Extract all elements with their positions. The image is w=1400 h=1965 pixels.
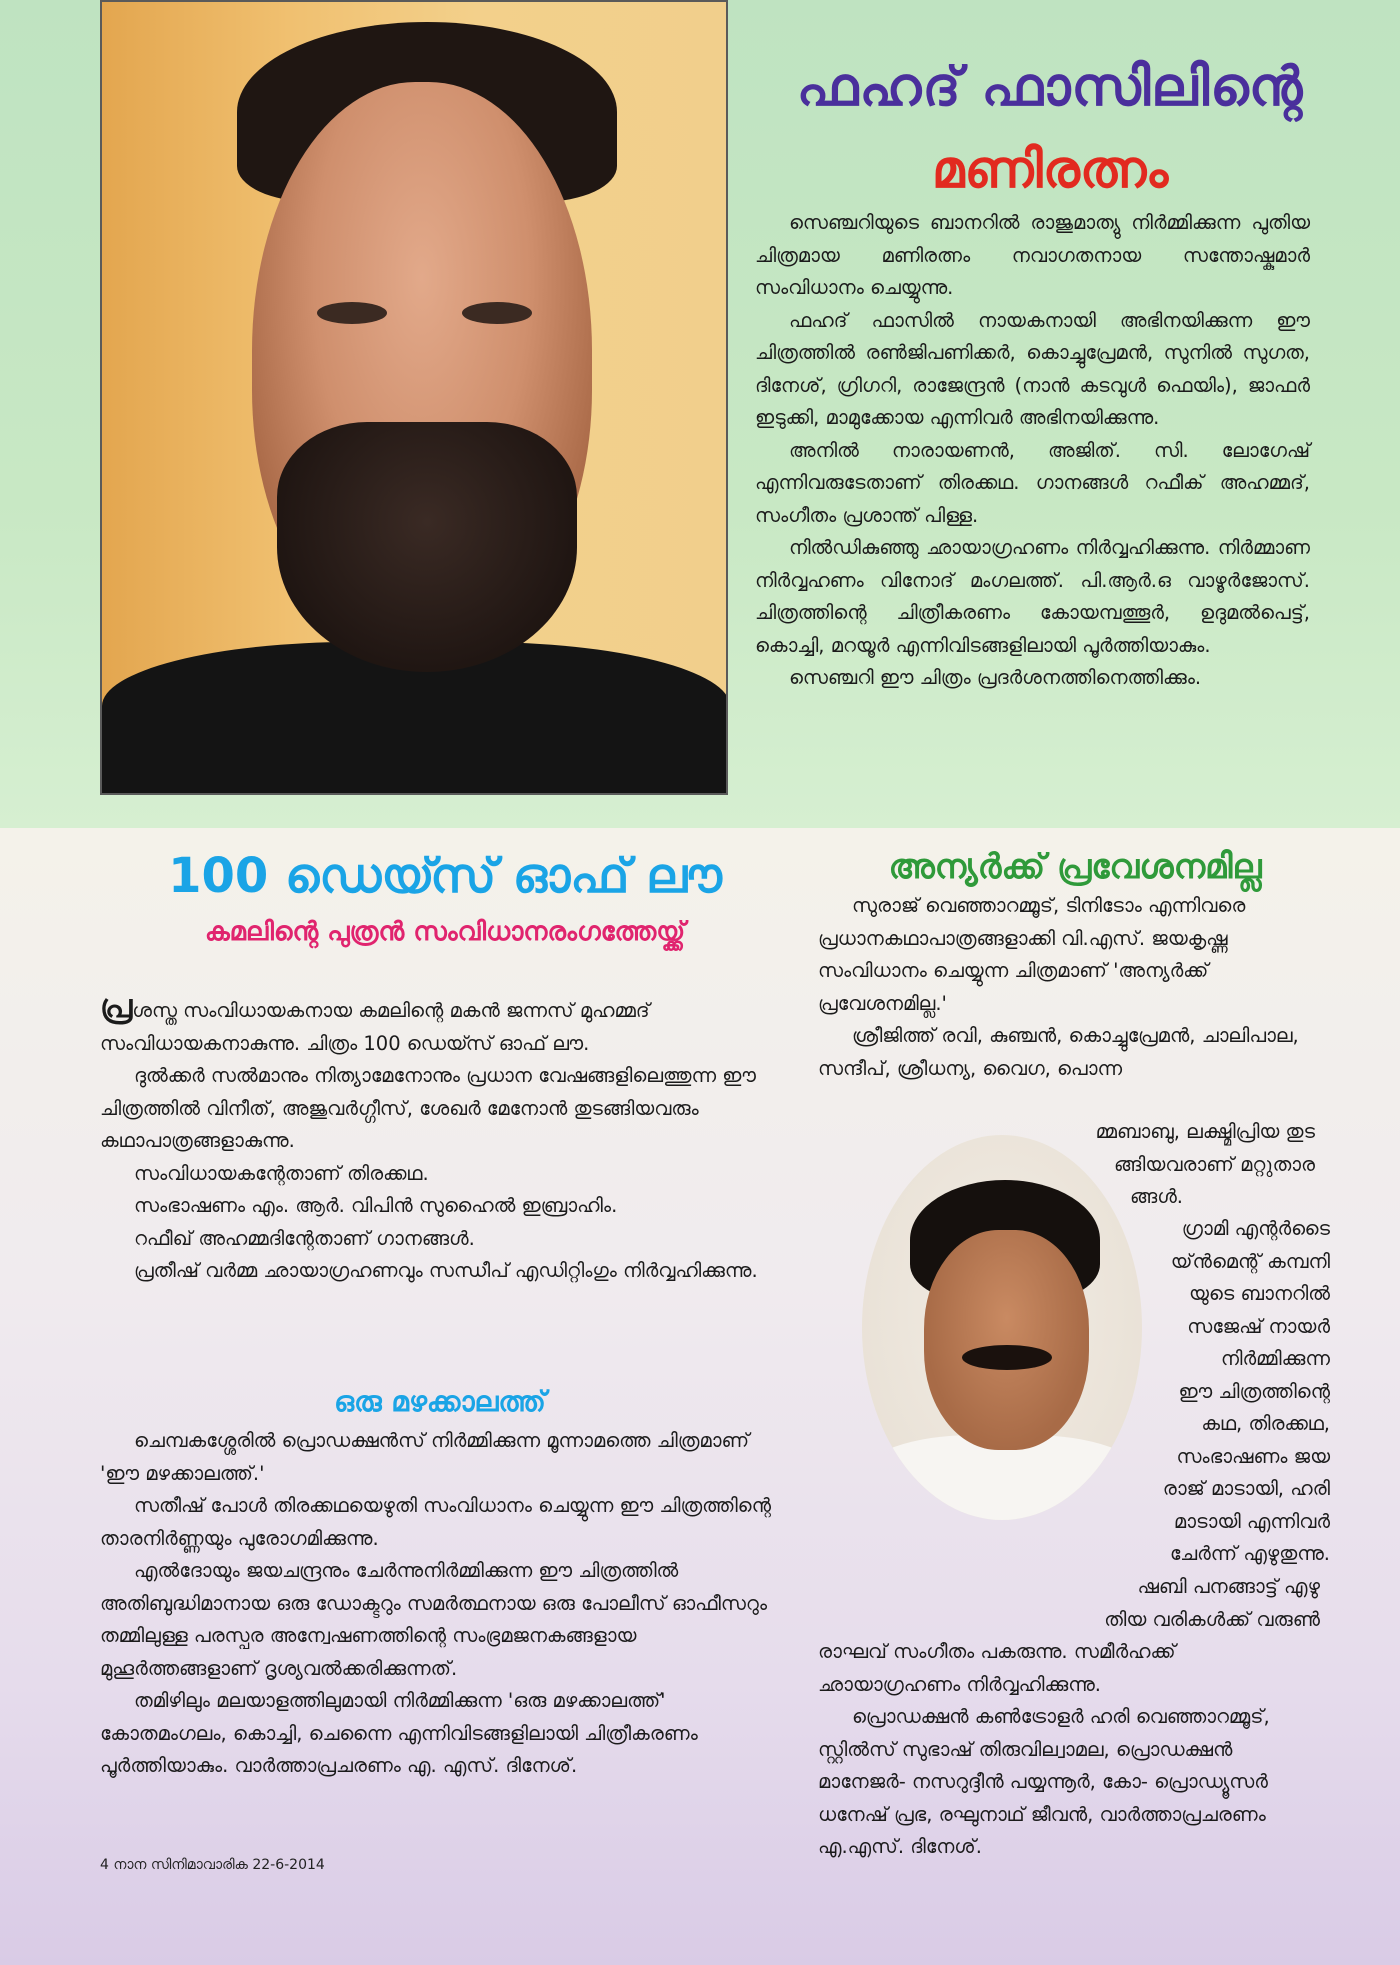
article3-line: നിർമ്മിക്കുന്ന bbox=[1220, 1347, 1330, 1370]
article3-paragraph: സുരാജ് വെഞ്ഞാറമ്മൂട്, ടിനിടോം എന്നിവരെ പ്രധാനകഥാപാത്രങ്ങളാക്കി വി.എസ്. ജയകൃഷ്ണ സംവിധാനം ചെയ്യുന്ന ചിത്രമാണ് 'അന്യർക്ക് പ്രവേശനമില്ല.' bbox=[818, 894, 1246, 1015]
article3-line: ഈ ചിത്രത്തിന്റെ bbox=[1178, 1379, 1330, 1403]
article3-line: ഗ്രാമി എന്റർടൈ bbox=[1181, 1217, 1330, 1240]
article1-title-line1: ഫഹദ് ഫാസിലിന്റെ bbox=[796, 55, 1304, 118]
article2-paragraph: സംഭാഷണം എം. ആർ. വിപിൻ സുഹൈൽ ഇബ്രാഹിം. bbox=[134, 1194, 618, 1217]
article2-body bbox=[100, 987, 780, 1288]
article4-body bbox=[100, 1425, 780, 1783]
actor-portrait-photo bbox=[100, 0, 728, 795]
article2-first-paragraph: ശസ്ത സംവിധായകനായ കമലിന്റെ മകൻ ജന്നസ് മുഹമ്മദ് സംവിധായകനാകുന്നു. ചിത്രം 100 ഡെയ്സ് ഓഫ് ലൗ. bbox=[100, 999, 650, 1055]
article2-subtitle: കമലിന്റെ പുത്രൻ സംവിധാനരംഗത്തേയ്ക്ക് bbox=[204, 917, 686, 947]
article3-line: യുടെ ബാനറിൽ bbox=[1188, 1282, 1330, 1305]
article3-title: അന്യർക്ക് പ്രവേശനമില്ല bbox=[888, 847, 1262, 887]
article4-paragraph: എൽദോയും ജയചന്ദ്രനും ചേർന്നുനിർമ്മിക്കുന്ന ഈ ചിത്രത്തിൽ അതിബുദ്ധിമാനായ ഒരു ഡോക്ടറും സമർത്ഥനായ ഒരു പോലീസ് ഓഫീസറും തമ്മിലുള്ള പരസ്പര അന്വേഷണത്തിന്റെ സംഭ്രമജനകങ്ങളായ മുഹൂർത്തങ്ങളാണ് ദൃശ്യവൽക്കരിക്കുന്നത്. bbox=[100, 1559, 767, 1680]
article1-paragraph: സെഞ്ചറിയുടെ ബാനറിൽ രാജുമാത്യു നിർമ്മിക്കുന്ന പുതിയ ചിത്രമായ മണിരത്നം നവാഗതനായ സന്തോഷ്കുമാർ സംവിധാനം ചെയ്യുന്നു. bbox=[755, 211, 1310, 299]
article4-title: ഒരു മഴക്കാലത്ത് bbox=[334, 1385, 546, 1418]
article3-body-top bbox=[818, 890, 1318, 1085]
article3-line: സജേഷ് നായർ bbox=[1187, 1314, 1330, 1338]
article1-paragraph: സെഞ്ചറി ഈ ചിത്രം പ്രദർശനത്തിനെത്തിക്കും. bbox=[789, 666, 1202, 689]
page-footer: 4 നാന സിനിമാവാരിക 22-6-2014 bbox=[100, 1857, 325, 1873]
article3-line: ഷബി പനങ്ങാട്ട് എഴു bbox=[1137, 1575, 1320, 1598]
article3-line: മാടായി എന്നിവർ bbox=[1173, 1509, 1330, 1533]
article3-line: ചേർന്ന് എഴുതുന്നു. bbox=[1169, 1542, 1330, 1565]
article1-body bbox=[755, 207, 1310, 695]
article3-paragraph: പ്രൊഡക്ഷൻ കൺട്രോളർ ഹരി വെഞ്ഞാറമ്മൂട്, സ്റ്റിൽസ് സുഭാഷ് തിരുവില്വാമല, പ്രൊഡക്ഷൻ മാനേജർ- നസറുദ്ദീൻ പയ്യന്നൂർ, കോ- പ്രൊഡ്യൂസർ ധനേഷ് പ്രഭ, രഘുനാഥ് ജീവൻ, വാർത്താപ്രചരണം എ.എസ്. ദിനേശ്. bbox=[818, 1705, 1270, 1858]
article4-paragraph: സതീഷ് പോൾ തിരക്കഥയെഴുതി സംവിധാനം ചെയ്യുന്ന ഈ ചിത്രത്തിന്റെ താരനിർണ്ണയും പുരോഗമിക്കുന്നു. bbox=[100, 1494, 771, 1550]
article1-paragraph: അനിൽ നാരായണൻ, അജിത്. സി. ലോഗേഷ് എന്നിവരുടേതാണ് തിരക്കഥ. ഗാനങ്ങൾ റഫീക് അഹമ്മദ്, സംഗീതം പ്രശാന്ത് പിള്ള. bbox=[755, 438, 1310, 527]
article3-paragraph: ശ്രീജിത്ത് രവി, കുഞ്ചൻ, കൊച്ചുപ്രേമൻ, ചാലിപാല, സന്ദീപ്, ശ്രീധന്യ, വൈഗ, പൊന്ന bbox=[818, 1024, 1299, 1080]
article3-body-bottom bbox=[818, 1636, 1318, 1864]
article2-paragraph: ദുൽക്കർ സൽമാനും നിത്യാമേനോനും പ്രധാന വേഷങ്ങളിലെത്തുന്ന ഈ ചിത്രത്തിൽ വിനീത്, അജുവർഗ്ഗീസ്, ശേഖർ മേനോൻ തുടങ്ങിയവരും കഥാപാത്രങ്ങളാകുന്നു. bbox=[100, 1064, 756, 1152]
article1-title-line2: മണിരത്നം bbox=[931, 140, 1169, 200]
article3-wrap-lines-3 bbox=[1000, 1571, 1320, 1636]
article3-paragraph: രാഘവ് സംഗീതം പകരുന്നു. സമീർഹക്ക് ഛായാഗ്രഹണം നിർവ്വഹിക്കുന്നു. bbox=[818, 1640, 1176, 1696]
actor-oval-photo bbox=[862, 1135, 1142, 1520]
article3-line: ങ്ങൾ. bbox=[1130, 1185, 1183, 1208]
article3-wrap-lines-2 bbox=[1120, 1213, 1330, 1571]
article1-paragraph: ഫഹദ് ഫാസിൽ നായകനായി അഭിനയിക്കുന്ന ഈ ചിത്രത്തിൽ രൺജിപണിക്കർ, കൊച്ചുപ്രേമൻ, സുനിൽ സുഗത, ദിനേശ്, ഗ്രിഗറി, രാജേന്ദ്രൻ (നാൻ കടവുൾ ഫെയിം), ജാഫർ ഇടുക്കി, മാമുക്കോയ എന്നിവർ അഭിനയിക്കുന്നു. bbox=[755, 308, 1310, 429]
article3-line: യ്ൻമെന്റ് കമ്പനി bbox=[1170, 1249, 1330, 1273]
article2-paragraph: സംവിധായകന്റേതാണ് തിരക്കഥ. bbox=[134, 1161, 429, 1185]
article3-line: മ്മബാബു, ലക്ഷ്മിപ്രിയ തുട bbox=[1095, 1120, 1315, 1143]
article3-line: തിയ വരികൾക്ക് വരുൺ bbox=[1104, 1607, 1320, 1631]
article4-paragraph: ചെമ്പകശ്ശേരിൽ പ്രൊഡക്ഷൻസ് നിർമ്മിക്കുന്ന മൂന്നാമത്തെ ചിത്രമാണ് 'ഈ മഴക്കാലത്ത്.' bbox=[100, 1429, 750, 1485]
article3-line: രാജ് മാടായി, ഹരി bbox=[1162, 1477, 1330, 1500]
article2-paragraph: പ്രതീഷ് വർമ്മ ഛായാഗ്രഹണവും സന്ധീപ് എഡിറ്റിംഗും നിർവ്വഹിക്കുന്നു. bbox=[134, 1259, 758, 1282]
article2-paragraph: റഫീഖ് അഹമ്മദിന്റേതാണ് ഗാനങ്ങൾ. bbox=[134, 1226, 475, 1250]
article2-title: 100 ഡെയ്സ് ഓഫ് ലൗ bbox=[168, 848, 722, 904]
article2-dropcap: പ്ര bbox=[100, 987, 133, 1025]
article1-paragraph: നിൽഡികുഞ്ഞു ഛായാഗ്രഹണം നിർവ്വഹിക്കുന്നു. നിർമ്മാണ നിർവ്വഹണം വിനോദ് മംഗലത്ത്. പി.ആർ.ഒ വാഴൂർജോസ്. ചിത്രത്തിന്റെ ചിത്രീകരണം കോയമ്പത്തൂർ, ഉദുമൽപെട്ട്, കൊച്ചി, മറയൂർ എന്നിവിടങ്ങളിലായി പൂർത്തിയാകും. bbox=[755, 536, 1310, 657]
article3-line: കഥ, തിരക്കഥ, bbox=[1201, 1412, 1330, 1435]
article3-line: സംഭാഷണം ജയ bbox=[1176, 1444, 1330, 1468]
article4-paragraph: തമിഴിലും മലയാളത്തിലുമായി നിർമ്മിക്കുന്ന 'ഒരു മഴക്കാലത്ത്' കോതമംഗലം, കൊച്ചി, ചെന്നൈ എന്നിവിടങ്ങളിലായി ചിത്രീകരണം പൂർത്തിയാകും. വാർത്താപ്രചരണം എ. എസ്. ദിനേശ്. bbox=[100, 1689, 698, 1777]
article3-line: ങ്ങിയവരാണ് മറ്റുതാര bbox=[1113, 1152, 1315, 1176]
